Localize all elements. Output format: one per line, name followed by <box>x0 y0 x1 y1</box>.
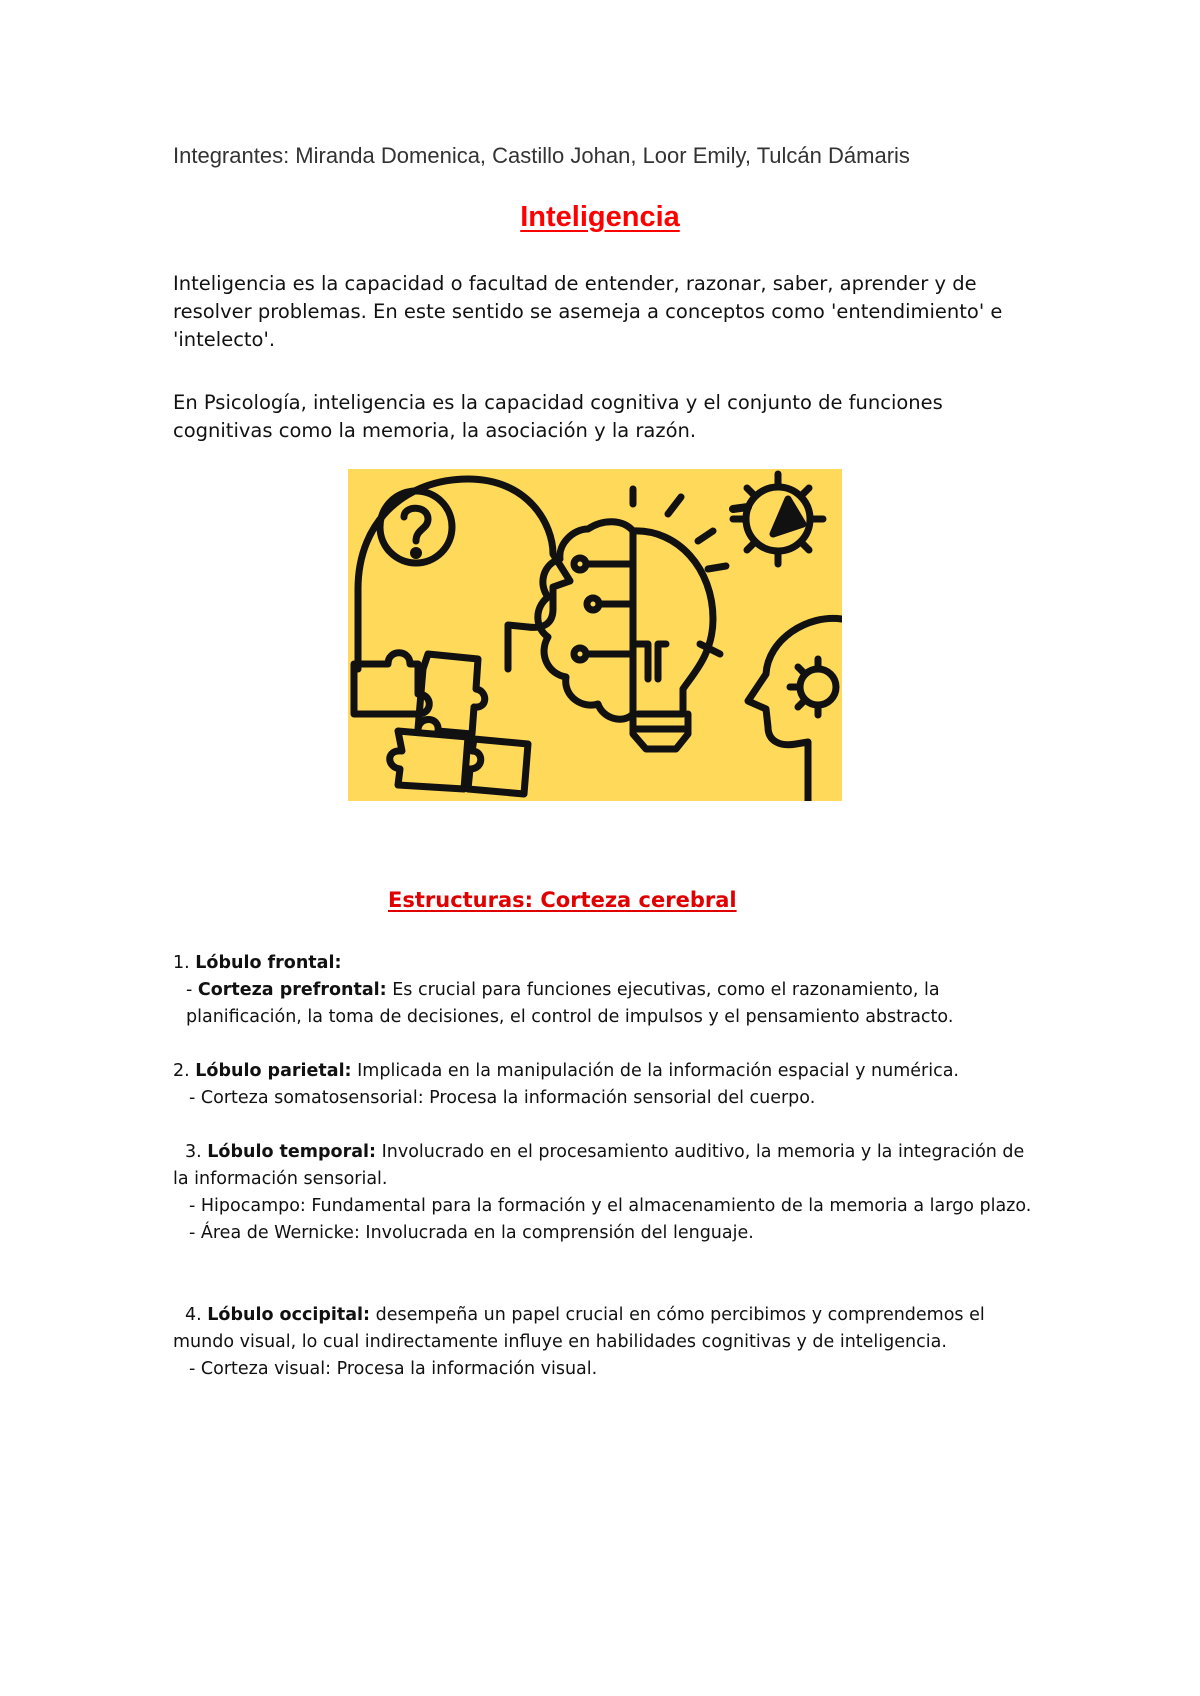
page-title: Inteligencia <box>520 201 680 233</box>
sub-structure-description: Corteza visual: Procesa la información visual. <box>200 1359 598 1379</box>
authors-line: Integrantes: Miranda Domenica, Castillo Johan, Loor Emily, Tulcán Dámaris <box>173 143 910 168</box>
definition-paragraph: Inteligencia es la capacidad o facultad de entender, razonar, saber, aprender y de resolver problemas. En este sentido se asemeja a conceptos como 'entendimiento' e 'intelecto'. <box>173 272 1003 351</box>
item-number: 2. <box>173 1061 190 1081</box>
psychology-paragraph: En Psicología, inteligencia es la capacidad cognitiva y el conjunto de funciones cognitivas como la memoria, la asociación y la razón. <box>173 391 943 442</box>
lobe-item-temporal: 3. Lóbulo temporal: Involucrado en el procesamiento auditivo, la memoria y la integración de la información sensorial. - Hipocampo: Fundamental para la formación y el almacenamiento de la memoria a largo plazo. - Área de Wernicke: Involucrada en la comprensión del lenguaje. <box>173 1142 1032 1243</box>
lobe-description: Implicada en la manipulación de la información espacial y numérica. <box>357 1061 959 1081</box>
lobe-name: Lóbulo frontal: <box>195 953 342 973</box>
lobe-name: Lóbulo parietal: <box>195 1061 352 1081</box>
item-number: 3. <box>185 1142 202 1162</box>
sub-structure-description: Hipocampo: Fundamental para la formación y el almacenamiento de la memoria a largo plazo. <box>200 1196 1032 1216</box>
sub-structure-name: Corteza prefrontal: <box>197 980 387 1000</box>
lobe-description: desempeña un papel crucial en cómo percibimos y comprendemos el mundo visual, lo cual indirectamente influye en habilidades cognitivas y de inteligencia. <box>173 1305 985 1352</box>
lobe-item-parietal: 2. Lóbulo parietal: Implicada en la manipulación de la información espacial y numérica. - Corteza somatosensorial: Procesa la información sensorial del cuerpo. <box>173 1061 959 1108</box>
item-number: 4. <box>185 1305 202 1325</box>
lobe-item-frontal: 1. Lóbulo frontal: - Corteza prefrontal: Es crucial para funciones ejecutivas, como el razonamiento, la planificación, la toma de decisiones, el control de impulsos y el pensamiento abstracto. <box>173 953 954 1027</box>
sub-structure-description: Corteza somatosensorial: Procesa la información sensorial del cuerpo. <box>200 1088 816 1108</box>
sub-structure-description: Es crucial para funciones ejecutivas, como el razonamiento, la planificación, la toma de decisiones, el control de impulsos y el pensamiento abstracto. <box>186 980 954 1027</box>
lobe-name: Lóbulo occipital: <box>207 1305 371 1325</box>
item-number: 1. <box>173 953 190 973</box>
intelligence-illustration <box>348 469 842 801</box>
section-title: Estructuras: Corteza cerebral <box>388 888 737 912</box>
sub-structure-description: Área de Wernicke: Involucrada en la comprensión del lenguaje. <box>200 1223 754 1243</box>
lobe-item-occipital: 4. Lóbulo occipital: desempeña un papel crucial en cómo percibimos y comprendemos el mundo visual, lo cual indirectamente influye en habilidades cognitivas y de inteligencia. - Corteza visual: Procesa la información visual. <box>173 1305 985 1379</box>
lobe-description: Involucrado en el procesamiento auditivo, la memoria y la integración de la información sensorial. <box>173 1142 1025 1189</box>
lobe-name: Lóbulo temporal: <box>207 1142 377 1162</box>
gear-icon <box>733 474 823 564</box>
